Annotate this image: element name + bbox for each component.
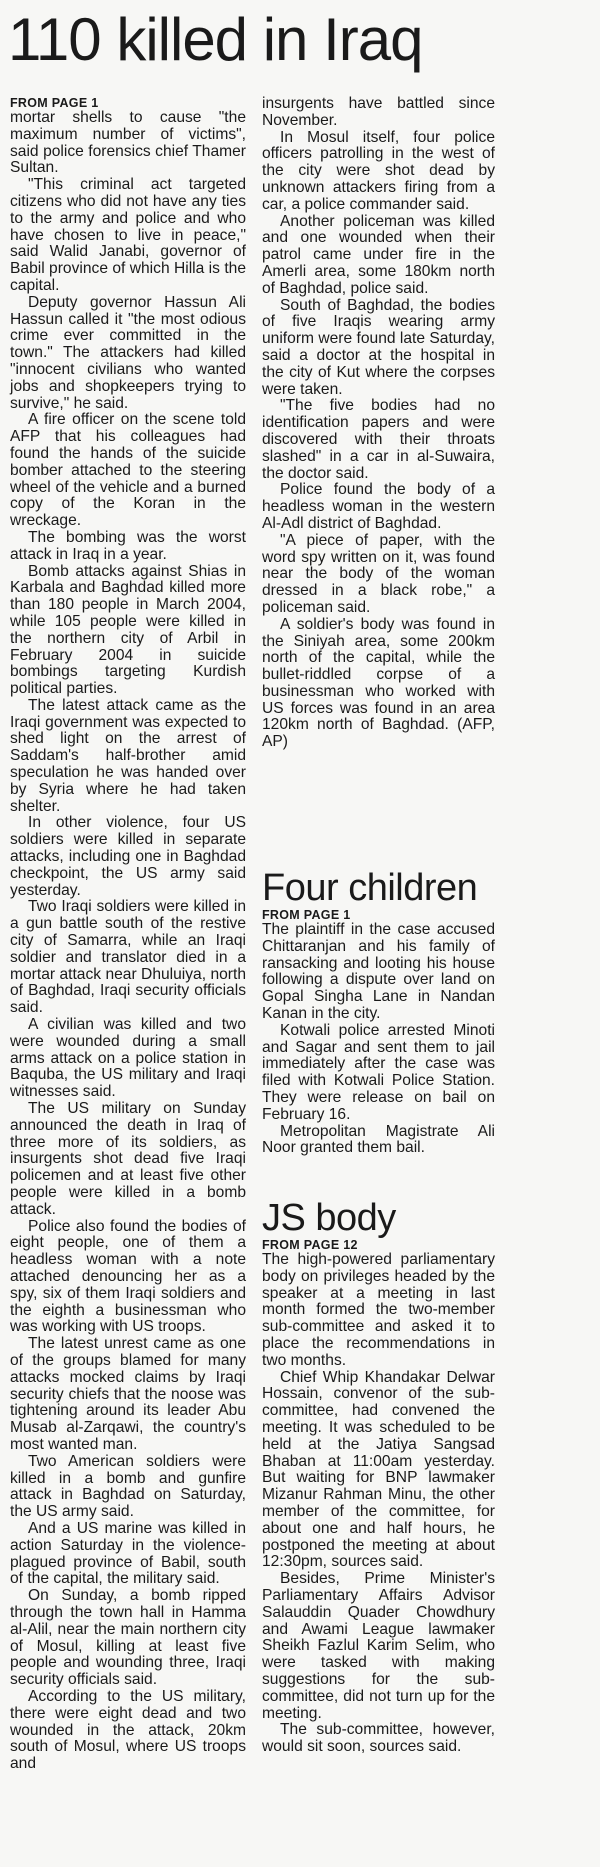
paragraph: mortar shells to cause "the maximum number of victims", said police forensics chief Thamer Sultan. (10, 109, 246, 177)
main-article-body-left (10, 110, 246, 1773)
paragraph: The latest attack came as the Iraqi government was expected to shed light on the arrest of Saddam's half-brother amid speculation he was handed over by Syria where he had taken shelter. (10, 696, 246, 815)
paragraph: South of Baghdad, the bodies of five Iraqis wearing army uniform were found late Saturday, said a doctor at the hospital in the city of Kut where the corpses were taken. (262, 296, 495, 398)
paragraph: Police also found the bodies of eight people, one of them a headless woman with a note attached denouncing her as a spy, six of them Iraqi soldiers and the eighth a businessman who was working with US troops. (10, 1217, 246, 1336)
main-headline: 110 killed in Iraq (8, 6, 423, 73)
paragraph: In Mosul itself, four police officers patrolling in the west of the city were shot dead by unknown attackers firing from a car, a police commander said. (262, 128, 495, 213)
paragraph: Besides, Prime Minister's Parliamentary Affairs Advisor Salauddin Quader Chowdhury and Awami League lawmaker Sheikh Fazlul Karim Selim, who were tasked with making suggestions for the sub-committee, did not turn up for the meeting. (262, 1570, 495, 1722)
paragraph: Two Iraqi soldiers were killed in a gun battle south of the restive city of Samarra, while an Iraqi soldier and translator died in a mortar attack near Dhuluiya, north of Baghdad, Iraqi security officials said. (10, 898, 246, 1017)
paragraph: Metropolitan Magistrate Ali Noor granted them bail. (262, 1122, 495, 1157)
paragraph: A civilian was killed and two were wounded during a small arms attack on a police station in Baquba, the US military and Iraqi witnesses said. (10, 1016, 246, 1101)
js-body-article (262, 1198, 495, 1756)
four-children-source: FROM PAGE 1 (262, 908, 351, 922)
paragraph: Two American soldiers were killed in a bomb and gunfire attack in Baghdad on Saturday, the US army said. (10, 1452, 246, 1521)
paragraph: On Sunday, a bomb ripped through the town hall in Hamma al-Alil, near the main northern city of Mosul, killing at least five people and wounding three, Iraqi security officials said. (10, 1587, 246, 1689)
paragraph: Chief Whip Khandakar Delwar Hossain, convenor of the sub-committee, had convened the meeting. It was scheduled to be held at the Jatiya Sangsad Bhaban at 11:00am yesterday. But waiting for BNP lawmaker Mizanur Rahman Minu, the other member of the committee, for about one and half hours, he postponed the meeting at about 12:30pm, sources said. (262, 1368, 495, 1571)
paragraph: "This criminal act targeted citizens who did not have any ties to the army and police and who have chosen to live in peace," said Walid Janabi, governor of Babil province of which Hilla is the capital. (10, 176, 246, 294)
paragraph: "A piece of paper, with the word spy written on it, was found near the body of the woman dressed in a black robe," a policeman said. (262, 531, 495, 616)
paragraph: Kotwali police arrested Minoti and Sagar and sent them to jail immediately after the case was filed with Kotwali Police Station. They were release on bail on February 16. (262, 1021, 495, 1123)
paragraph: The latest unrest came as one of the groups blamed for many attacks mocked claims by Iraqi security chiefs that the noose was tightening around its leader Abu Musab al-Zarqawi, the country's most wanted man. (10, 1335, 246, 1453)
paragraph: Another policeman was killed and one wounded when their patrol came under fire in the Amerli area, some 180km north of Baghdad, police said. (262, 212, 495, 297)
main-article-left-column (10, 96, 246, 1773)
paragraph: "The five bodies had no identification papers and were discovered with their throats slashed" in a car in al-Suwaira, the doctor said. (262, 397, 495, 482)
paragraph: A soldier's body was found in the Siniyah area, some 200km north of the capital, while the bullet-riddled corpse of a businessman who worked with US forces was found in an area 120km north of Baghdad. (AFP, AP) (262, 615, 495, 751)
paragraph: According to the US military, there were eight dead and two wounded in the attack, 20km south of Mosul, where US troops and (10, 1687, 246, 1773)
paragraph: A fire officer on the scene told AFP that his colleagues had found the hands of the suicide bomber attached to the steering wheel of the vehicle and a burned copy of the Koran in the wreckage. (10, 411, 246, 530)
js-body-source: FROM PAGE 12 (262, 1238, 358, 1252)
paragraph: The US military on Sunday announced the death in Iraq of three more of its soldiers, as insurgents shot dead five Iraqi policemen and at least five other people were killed in a bomb attack. (10, 1100, 246, 1218)
paragraph: The bombing was the worst attack in Iraq in a year. (10, 528, 246, 563)
four-children-headline: Four children (262, 867, 478, 909)
main-article-right-column (262, 96, 495, 751)
paragraph: And a US marine was killed in action Saturday in the violence-plagued province of Babil, south of the capital, the military said. (10, 1519, 246, 1588)
paragraph: The sub-committee, however, would sit soon, sources said. (262, 1721, 495, 1756)
paragraph: insurgents have battled since November. (262, 95, 495, 129)
paragraph: In other violence, four US soldiers were killed in separate attacks, including one in Baghdad checkpoint, the US army said yesterday. (10, 814, 246, 899)
js-body-body (262, 1252, 495, 1756)
main-article-source: FROM PAGE 1 (10, 96, 99, 110)
four-children-article (262, 868, 495, 1157)
main-article-body-right (262, 96, 495, 751)
paragraph: Deputy governor Hassun Ali Hassun called it "the most odious crime ever committed in the town." The attackers had killed "innocent civilians who wanted jobs and shopkeepers trying to survive," he said. (10, 293, 246, 412)
js-body-headline: JS body (262, 1197, 396, 1239)
paragraph: Police found the body of a headless woman in the western Al-Adl district of Baghdad. (262, 481, 495, 532)
paragraph: The high-powered parliamentary body on privileges headed by the speaker at a meeting in last month formed the two-member sub-committee and asked it to place the recommendations in two months. (262, 1251, 495, 1369)
paragraph: The plaintiff in the case accused Chittaranjan and his family of ransacking and looting his house following a dispute over land on Gopal Singha Lane in Nandan Kanan in the city. (262, 921, 495, 1022)
four-children-body (262, 922, 495, 1157)
paragraph: Bomb attacks against Shias in Karbala and Baghdad killed more than 180 people in March 2004, while 105 people were killed in the northern city of Arbil in February 2004 in suicide bombings targeting Kurdish political parties. (10, 562, 246, 698)
